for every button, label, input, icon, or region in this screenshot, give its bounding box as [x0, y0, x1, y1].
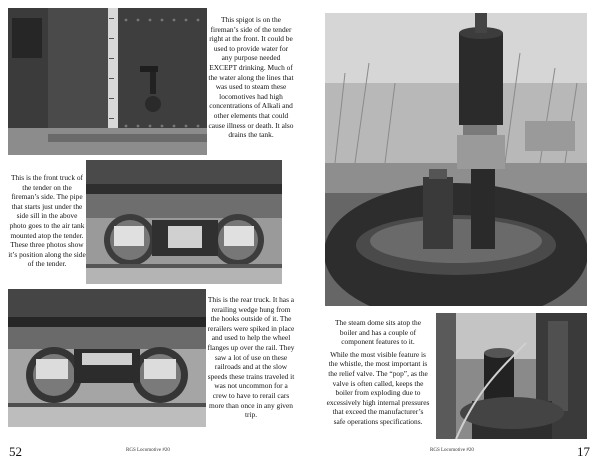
caption-front-truck	[8, 173, 86, 269]
footer-label-left: RGS Locomotive #20	[126, 448, 170, 453]
page-number-left: 52	[9, 444, 22, 459]
photo-front-truck	[86, 160, 282, 284]
caption-spigot	[208, 15, 294, 140]
caption-rear-truck-text: This is the rear truck. It has a rerailing wedge hung from the hooks outside of it. The rerailers were spiked in place and used to help the wheel flanges up over the rail. They saw a lot of use on these railroads and at the slow speeds these trains traveled it was not uncommon for a crew to have to rerail cars more than once in any given trip.	[207, 295, 295, 420]
photo-steam-dome	[325, 13, 587, 306]
caption-spigot-text: This spigot is on the fireman’s side of the tender right at the front. It could be used to provide water for any purpose needed EXCEPT drinking. Much of the water along the lines that was used to steam these locomotives had high concentrations of Alkali and other elements that could cause illness or death. It also drains the tank.	[208, 15, 294, 140]
photo-tender-spigot	[8, 8, 207, 155]
page-number-right: 17	[577, 444, 590, 459]
photo-rear-truck	[8, 289, 206, 427]
caption-steam-dome-detail: While the most visible feature is the whistle, the most important is the relief valve. The “pop”, as the valve is often called, keeps the boiler from exploding due to excessively high internal pressures that exceed the manufacturer’s safe operations specifications.	[326, 349, 430, 426]
caption-steam-dome	[326, 318, 430, 427]
right-page	[300, 0, 600, 464]
caption-rear-truck	[207, 295, 295, 420]
caption-steam-dome-intro: The steam dome sits atop the boiler and has a couple of component features to it.	[335, 318, 421, 347]
photo-relief-valve	[436, 313, 587, 439]
footer-label-right: RGS Locomotive #20	[430, 448, 474, 453]
caption-front-truck-text: This is the front truck of the tender on the fireman’s side. The pipe that starts just under the side sill in the above photo goes to the air tank mounted atop the tender. These three photos show it’s position along the side of the tender.	[8, 173, 86, 269]
